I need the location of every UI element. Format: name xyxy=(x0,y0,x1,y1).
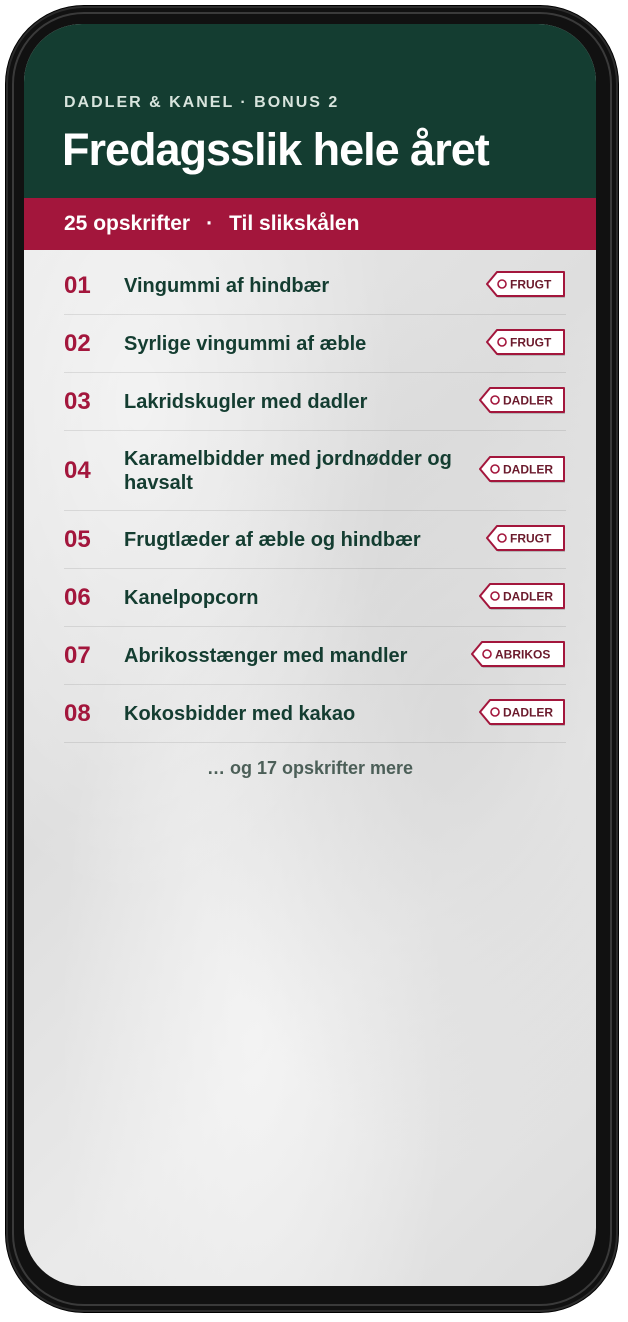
price-tag-icon xyxy=(479,585,566,611)
recipe-number: 04 xyxy=(64,456,91,484)
price-tag-shape xyxy=(479,456,566,485)
price-tag-shape xyxy=(486,271,566,300)
recipe-count: 25 opskrifter xyxy=(64,212,191,235)
price-tag-icon xyxy=(479,701,566,727)
recipe-name: Lakridskugler med dadler xyxy=(124,390,368,413)
price-tag-icon xyxy=(479,458,566,484)
recipe-number: 07 xyxy=(64,641,91,669)
tag-label: DADLER xyxy=(503,462,553,477)
recipe-row[interactable] xyxy=(64,569,566,627)
recipe-row[interactable] xyxy=(64,257,566,315)
tag-hole xyxy=(491,465,499,473)
recipe-number: 01 xyxy=(64,271,91,299)
recipe-number: 06 xyxy=(64,583,91,611)
recipe-name: Abrikosstænger med mandler xyxy=(124,644,408,667)
price-tag-shape xyxy=(479,583,566,612)
collection-subtitle: Til slikskålen xyxy=(229,212,360,235)
price-tag-icon xyxy=(486,273,566,299)
app-screen xyxy=(24,24,596,1286)
price-tag-shape xyxy=(479,387,566,416)
tag-hole xyxy=(498,280,506,288)
collection-header xyxy=(24,24,596,198)
recipe-row[interactable] xyxy=(64,511,566,569)
tag-label: FRUGT xyxy=(510,531,552,546)
price-tag-icon xyxy=(486,527,566,553)
recipe-number: 08 xyxy=(64,699,91,727)
collection-info-band xyxy=(24,198,596,250)
tag-hole xyxy=(491,396,499,404)
tag-label: ABRIKOS xyxy=(495,647,551,662)
recipe-name: Kanelpopcorn xyxy=(124,586,259,609)
recipe-row[interactable] xyxy=(64,685,566,743)
recipe-row[interactable] xyxy=(64,431,566,511)
tag-label: FRUGT xyxy=(510,335,552,350)
recipe-number: 02 xyxy=(64,329,91,357)
recipe-row[interactable] xyxy=(64,373,566,431)
recipe-name: Frugtlæder af æble og hindbær xyxy=(124,528,421,551)
recipe-name: Karamelbidder med jordnødder og havsalt xyxy=(124,447,452,494)
page-title: Fredagsslik hele året xyxy=(62,124,489,175)
price-tag-shape xyxy=(486,525,566,554)
recipe-row[interactable] xyxy=(64,315,566,373)
tag-label: DADLER xyxy=(503,705,553,720)
recipe-list xyxy=(64,257,566,743)
separator-dot: · xyxy=(206,212,214,235)
tag-hole xyxy=(483,650,491,658)
price-tag-icon xyxy=(479,389,566,415)
tag-hole xyxy=(491,592,499,600)
recipe-number: 03 xyxy=(64,387,91,415)
price-tag-icon xyxy=(486,331,566,357)
tag-label: DADLER xyxy=(503,393,553,408)
recipe-row[interactable] xyxy=(64,627,566,685)
price-tag-shape xyxy=(471,641,566,670)
tag-label: FRUGT xyxy=(510,277,552,292)
recipe-name: Kokosbidder med kakao xyxy=(124,702,356,725)
more-recipes-link[interactable]: … og 17 opskrifter mere xyxy=(206,758,414,778)
recipe-number: 05 xyxy=(64,525,91,553)
price-tag-icon xyxy=(471,643,566,669)
collection-eyebrow: DADLER & KANEL · BONUS 2 xyxy=(64,94,340,111)
price-tag-shape xyxy=(479,699,566,728)
tag-hole xyxy=(498,534,506,542)
recipe-name: Syrlige vingummi af æble xyxy=(124,332,367,355)
price-tag-shape xyxy=(486,329,566,358)
recipe-name: Vingummi af hindbær xyxy=(124,274,330,297)
tag-hole xyxy=(498,338,506,346)
tag-label: DADLER xyxy=(503,589,553,604)
tag-hole xyxy=(491,708,499,716)
